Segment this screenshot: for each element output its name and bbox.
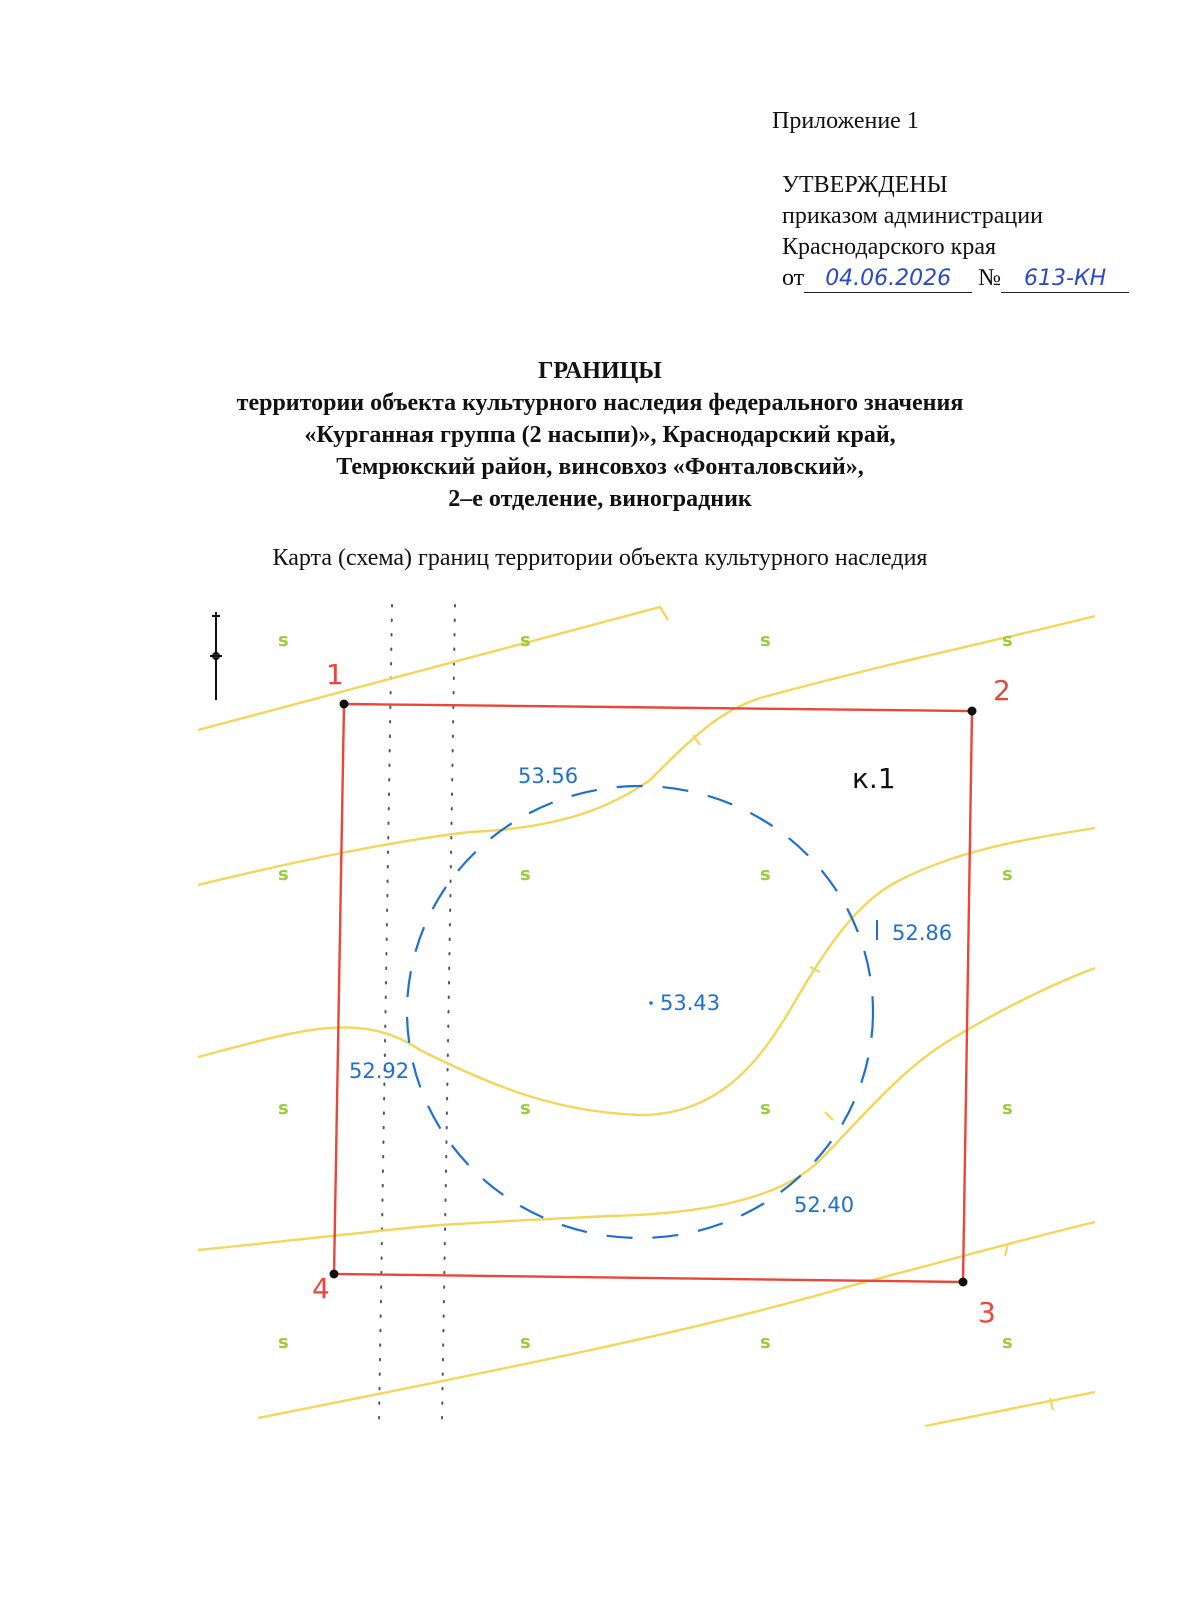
vineyard-symbol-icon: s [1002, 1332, 1013, 1353]
vineyard-symbol-icon: s [278, 1098, 289, 1119]
vineyard-symbol-icon: s [1002, 1098, 1013, 1119]
contour-lines [198, 607, 1095, 1426]
map-caption: Карта (схема) границ территории объекта культурного наследия [272, 545, 928, 571]
vineyard-symbol-icon: s [520, 630, 531, 651]
title-line: 2–е отделение, виноградник [448, 486, 752, 512]
mound-label: к.1 [852, 762, 896, 795]
appendix-label: Приложение 1 [772, 108, 919, 134]
vineyard-symbol-icon: s [760, 630, 771, 651]
approval-line: приказом администрации [782, 203, 1043, 229]
date-prefix: от [782, 265, 805, 291]
title-heading: ГРАНИЦЫ [538, 358, 662, 384]
order-date: 04.06.2026 [804, 266, 972, 293]
vineyard-symbols [278, 630, 1013, 1353]
elevation-label: 52.92 [349, 1059, 410, 1083]
vertex-label-4: 4 [312, 1272, 330, 1305]
vineyard-symbol-icon: s [760, 864, 771, 885]
contour-ticks [693, 735, 1053, 1410]
order-number: 613-КН [1001, 266, 1129, 293]
vineyard-symbol-icon: s [520, 1332, 531, 1353]
title-line: территории объекта культурного наследия федерального значения [236, 390, 964, 416]
vineyard-symbol-icon: s [520, 1098, 531, 1119]
vineyard-symbol-icon: s [520, 864, 531, 885]
vineyard-symbol-icon: s [278, 864, 289, 885]
number-prefix: № [978, 265, 1002, 291]
approval-line: Краснодарского края [782, 234, 997, 260]
elevation-label: 52.86 [892, 921, 953, 945]
title-line: Темрюкский район, винсовхоз «Фонталовский», [336, 454, 864, 480]
vineyard-symbol-icon: s [278, 1332, 289, 1353]
vertex-label-2: 2 [993, 674, 1011, 707]
vineyard-rows [379, 605, 455, 1420]
vineyard-symbol-icon: s [278, 630, 289, 651]
elevation-label: 52.40 [794, 1193, 855, 1217]
elevation-label: 53.43 [660, 991, 721, 1015]
vineyard-symbol-icon: s [760, 1098, 771, 1119]
vertex-label-3: 3 [978, 1296, 996, 1329]
mound-outline [407, 786, 873, 1238]
vertex-label-1: 1 [326, 658, 344, 691]
vineyard-symbol-icon: s [1002, 630, 1013, 651]
vineyard-symbol-icon: s [1002, 864, 1013, 885]
elevation-label: 53.56 [518, 764, 579, 788]
vineyard-symbol-icon: s [760, 1332, 771, 1353]
north-arrow-icon [210, 612, 222, 700]
title-line: «Курганная группа (2 насыпи)», Краснодарский край, [304, 422, 896, 448]
approval-line: УТВЕРЖДЕНЫ [782, 172, 948, 198]
